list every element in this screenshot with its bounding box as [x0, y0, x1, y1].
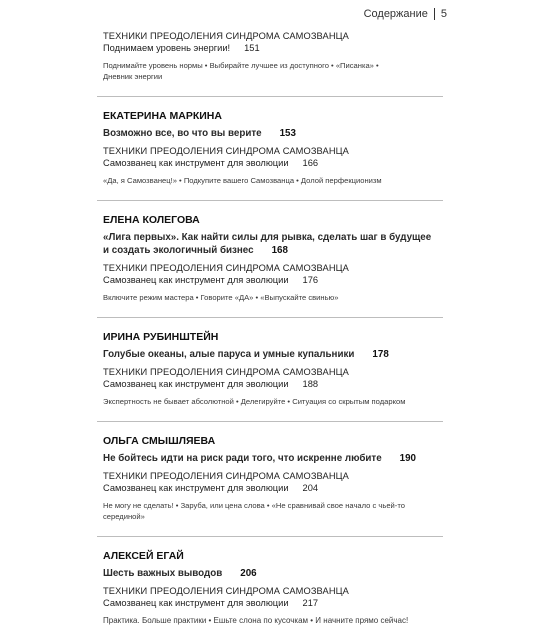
- techniques-list: [103, 500, 443, 522]
- techniques-caption: ТЕХНИКИ ПРЕОДОЛЕНИЯ СИНДРОМА САМОЗВАНЦА: [103, 146, 349, 156]
- techniques-list: Практика. Больше практики • Ешьте слона по кусочкам • И начните прямо сейчас!: [103, 616, 409, 625]
- chapter-title[interactable]: [103, 231, 443, 257]
- techniques-list: Включите режим мастера • Говорите «ДА» • «Выпускайте свинью»: [103, 293, 339, 302]
- chapter-page-number: 206: [240, 568, 257, 579]
- section-divider: [97, 200, 443, 201]
- chapter-title[interactable]: [103, 348, 443, 361]
- subtitle-text: Самозванец как инструмент для эволюции: [103, 379, 289, 389]
- techniques-subtitle[interactable]: [103, 597, 443, 609]
- chapter-text: Шесть важных выводов: [103, 568, 223, 579]
- toc-content: [103, 30, 443, 626]
- author-name: АЛЕКСЕЙ ЕГАЙ: [103, 550, 184, 562]
- techniques-subtitle[interactable]: [103, 42, 443, 54]
- subtitle-text: Самозванец как инструмент для эволюции: [103, 158, 289, 168]
- toc-intro: [103, 30, 443, 82]
- page-number: 204: [302, 483, 319, 493]
- techniques-subtitle[interactable]: [103, 482, 443, 494]
- chapter-page-number: 190: [399, 453, 417, 464]
- section-divider: [97, 421, 443, 422]
- techniques-list-line-1: Не могу не сделать! • Заруба, или цена слова • «Не сравнивай свое начало с чьей-то: [103, 501, 405, 510]
- author-name: ИРИНА РУБИНШТЕЙН: [103, 331, 219, 343]
- chapter-page-number: 178: [372, 349, 389, 360]
- chapter-title[interactable]: [103, 452, 443, 465]
- techniques-list-line-2: серединой»: [103, 512, 145, 521]
- page-number: 166: [302, 158, 319, 168]
- techniques-caption: ТЕХНИКИ ПРЕОДОЛЕНИЯ СИНДРОМА САМОЗВАНЦА: [103, 31, 349, 41]
- techniques-subtitle[interactable]: [103, 157, 443, 169]
- toc-section: [103, 214, 443, 303]
- page-number: 151: [244, 43, 260, 53]
- chapter-page-number: 168: [271, 245, 288, 256]
- section-divider: [97, 536, 443, 537]
- techniques-caption: ТЕХНИКИ ПРЕОДОЛЕНИЯ СИНДРОМА САМОЗВАНЦА: [103, 367, 349, 377]
- techniques-subtitle[interactable]: [103, 378, 443, 390]
- header-title: Содержание: [363, 8, 428, 20]
- chapter-text-line-2: и создать экологичный бизнес: [103, 245, 254, 256]
- techniques-caption: ТЕХНИКИ ПРЕОДОЛЕНИЯ СИНДРОМА САМОЗВАНЦА: [103, 586, 349, 596]
- toc-section: [103, 435, 443, 522]
- toc-section: [103, 110, 443, 186]
- page-header: [364, 8, 447, 20]
- section-divider: [97, 96, 443, 97]
- techniques-list: Экспертность не бывает абсолютной • Делегируйте • Ситуация со скрытым подарком: [103, 397, 406, 406]
- chapter-text-line-1: «Лига первых». Как найти силы для рывка, сделать шаг в будущее: [103, 232, 432, 243]
- chapter-title[interactable]: [103, 567, 443, 580]
- author-name: ЕЛЕНА КОЛЕГОВА: [103, 214, 200, 226]
- author-name: ЕКАТЕРИНА МАРКИНА: [103, 110, 222, 122]
- subtitle-text: Самозванец как инструмент для эволюции: [103, 598, 289, 608]
- techniques-list: «Да, я Самозванец!» • Подкупите вашего Самозванца • Долой перфекционизм: [103, 176, 382, 185]
- page-number: 176: [302, 275, 319, 285]
- toc-section: [103, 331, 443, 407]
- toc-section: [103, 550, 443, 626]
- subtitle-text: Самозванец как инструмент для эволюции: [103, 483, 289, 493]
- header-divider: [434, 8, 435, 20]
- subtitle-text: Поднимаем уровень энергии!: [103, 43, 231, 53]
- techniques-caption: ТЕХНИКИ ПРЕОДОЛЕНИЯ СИНДРОМА САМОЗВАНЦА: [103, 263, 349, 273]
- chapter-text: Не бойтесь идти на риск ради того, что искренне любите: [103, 453, 382, 464]
- subtitle-text: Самозванец как инструмент для эволюции: [103, 275, 289, 285]
- chapter-title[interactable]: [103, 127, 443, 140]
- page-number: 188: [302, 379, 319, 389]
- header-page-number: 5: [440, 8, 447, 20]
- section-divider: [97, 317, 443, 318]
- techniques-subtitle[interactable]: [103, 274, 443, 286]
- page-number: 217: [302, 598, 319, 608]
- techniques-caption: ТЕХНИКИ ПРЕОДОЛЕНИЯ СИНДРОМА САМОЗВАНЦА: [103, 471, 349, 481]
- techniques-list: Поднимайте уровень нормы • Выбирайте лучшее из доступного • «Писанка» • Дневник энергии: [103, 61, 379, 81]
- chapter-page-number: 153: [279, 128, 296, 139]
- chapter-text: Голубые океаны, алые паруса и умные купальники: [103, 349, 355, 360]
- author-name: ОЛЬГА СМЫШЛЯЕВА: [103, 435, 216, 447]
- chapter-text: Возможно все, во что вы верите: [103, 128, 262, 139]
